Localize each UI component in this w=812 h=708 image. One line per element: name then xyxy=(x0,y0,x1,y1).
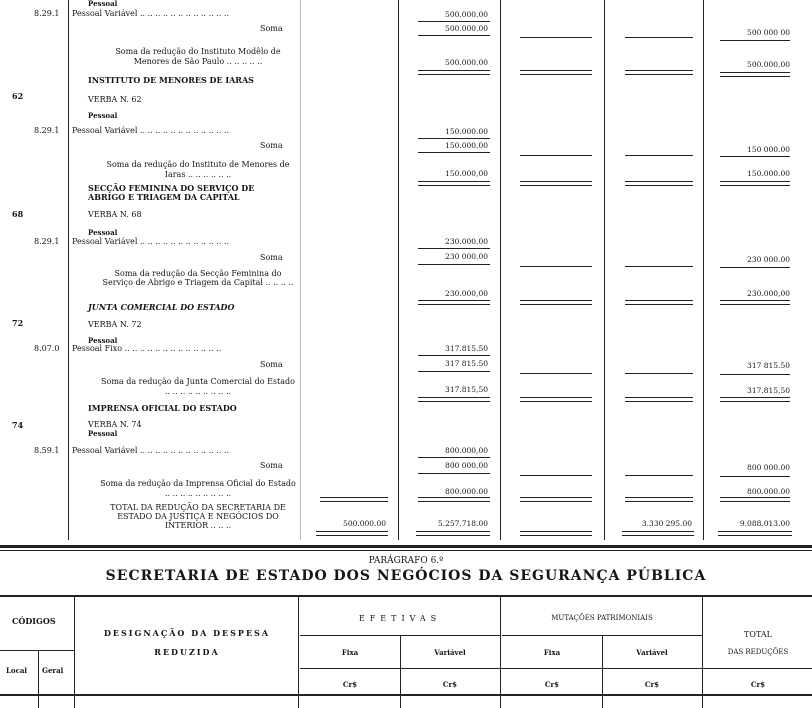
double-rule xyxy=(418,70,490,75)
local-code: 62 xyxy=(12,91,24,101)
local-code: 72 xyxy=(12,318,24,328)
col-rule-fixa xyxy=(398,0,399,540)
h-rule xyxy=(502,635,702,636)
double-rule xyxy=(520,300,592,305)
rule xyxy=(625,475,693,476)
geral-code: 8.59.1 xyxy=(34,446,60,455)
rule xyxy=(418,21,490,22)
item-label: Pessoal xyxy=(88,111,118,120)
row-variavel: 317.815.50 xyxy=(445,344,488,353)
rule xyxy=(625,266,693,267)
reducao-total: 317.815,50 xyxy=(747,386,790,395)
row-variavel: 800.000,00 xyxy=(445,446,488,455)
header-fixa-2: Fixa xyxy=(543,648,561,657)
reducao-variavel: 500.000.00 xyxy=(445,58,488,67)
col-rule-geral xyxy=(68,0,69,540)
col-rule-local xyxy=(30,0,31,540)
row-variavel: 230.000.00 xyxy=(445,237,488,246)
rule xyxy=(418,473,490,474)
reducao-total: 500.000.00 xyxy=(747,60,790,69)
currency-label: Cr$ xyxy=(442,680,458,689)
grand-total-desc-text: TOTAL DA REDUÇÃO DA SECRETARIA DE ESTADO DA JUSTIÇA E NEGÓCIOS DO INTERIOR .. .. .. xyxy=(110,503,286,530)
header-fixa: Fixa xyxy=(341,648,359,657)
rule xyxy=(418,152,490,153)
double-rule xyxy=(720,497,790,502)
rule xyxy=(418,264,490,265)
soma-variavel: 500.000.00 xyxy=(445,24,488,33)
header-total-2: DAS REDUÇÕES xyxy=(727,648,789,656)
rule xyxy=(625,373,693,374)
section-title: SECRETARIA DE ESTADO DOS NEGÓCIOS DA SEGURANÇA PÚBLICA xyxy=(105,568,707,584)
col-rule-desig xyxy=(300,0,301,540)
double-rule xyxy=(625,181,693,186)
soma-total: 800 000.00 xyxy=(747,463,790,472)
col-rule-mutfixa xyxy=(604,0,605,540)
double-rule xyxy=(320,497,388,502)
soma-label: Soma xyxy=(260,253,283,262)
heading: IMPRENSA OFICIAL DO ESTADO xyxy=(88,403,237,413)
heading: INSTITUTO DE MENORES DE IARAS xyxy=(88,75,254,85)
reducao-desc xyxy=(100,160,296,180)
grand-total-variavel: 5.257.718.00 xyxy=(437,519,488,528)
header-geral: Geral xyxy=(42,666,64,675)
verba: VERBA N. 72 xyxy=(88,320,142,329)
row-desc: Pessoal Variável .. .. .. .. .. .. .. .. .. .. .. .. xyxy=(72,446,229,455)
col-rule-var xyxy=(500,0,501,540)
double-rule xyxy=(625,497,693,502)
heading: JUNTA COMERCIAL DO ESTADO xyxy=(88,302,235,312)
double-rule xyxy=(625,300,693,305)
reducao-desc xyxy=(100,47,296,67)
reducao-variavel: 800.000.00 xyxy=(445,487,488,496)
double-rule xyxy=(520,531,592,536)
reducao-desc xyxy=(100,479,296,499)
reducao-total: 150.000.00 xyxy=(747,169,790,178)
double-rule xyxy=(520,181,592,186)
double-rule xyxy=(520,397,592,402)
soma-label: Soma xyxy=(260,360,283,369)
double-rule xyxy=(520,497,592,502)
h-rule xyxy=(0,650,74,651)
double-rule xyxy=(416,531,490,536)
reducao-variavel: 230.000,00 xyxy=(445,289,488,298)
soma-label: Soma xyxy=(260,141,283,150)
row-desc: Pessoal Variável .. .. .. .. .. .. .. .. .. .. .. .. xyxy=(72,237,229,246)
reducao-desc-text: Soma da redução do Instituto Modêlo de Menores de São Paulo .. .. .. .. .. xyxy=(115,47,281,66)
geral-code: 8.07.0 xyxy=(34,344,60,353)
rule xyxy=(520,475,592,476)
header-top-rule xyxy=(0,595,812,597)
item-label: Pessoal xyxy=(88,0,118,8)
header-designacao-1: DESIGNAÇÃO DA DESPESA xyxy=(103,628,271,638)
soma-total: 500 000 00 xyxy=(747,28,790,37)
soma-label: Soma xyxy=(260,24,283,33)
row-desc: Pessoal Variável .. .. .. .. .. .. .. .. .. .. .. .. xyxy=(72,126,229,135)
soma-label: Soma xyxy=(260,461,283,470)
h-col-rule xyxy=(74,597,75,708)
rule xyxy=(720,476,790,477)
rule xyxy=(720,156,790,157)
soma-total: 230 000.00 xyxy=(747,255,790,264)
header-variavel-2: Variável xyxy=(636,648,668,657)
h-col-rule xyxy=(602,635,603,708)
rule xyxy=(418,371,490,372)
h-rule xyxy=(300,635,500,636)
rule xyxy=(625,37,693,38)
header-variavel: Variável xyxy=(434,648,466,657)
h-col-rule xyxy=(38,650,39,708)
reducao-desc-text: Soma da redução da Imprensa Oficial do Estado .. .. .. .. .. .. .. .. .. xyxy=(100,479,296,498)
grand-total-total: 9.088.013.00 xyxy=(739,519,790,528)
geral-code: 8.29.1 xyxy=(34,237,60,246)
h-col-rule xyxy=(298,597,299,708)
double-rule xyxy=(418,181,490,186)
rule xyxy=(625,155,693,156)
reducao-desc-text: Soma da redução da Secção Feminina do Serviço de Abrigo e Triagem da Capital .. .. .. .. xyxy=(102,269,294,287)
rule xyxy=(520,37,592,38)
reducao-total: 230.000,00 xyxy=(747,289,790,298)
currency-label: Cr$ xyxy=(644,680,660,689)
double-rule xyxy=(418,300,490,305)
grand-total-mut-variavel: 3.330 295.00 xyxy=(641,519,692,528)
soma-variavel: 230 000.00 xyxy=(445,252,488,261)
row-desc: Pessoal Variável .. .. .. .. .. .. .. .. .. .. .. .. xyxy=(72,9,229,18)
double-rule xyxy=(316,531,388,536)
rule xyxy=(520,155,592,156)
heading xyxy=(88,184,293,202)
double-rule xyxy=(418,497,490,502)
currency-label: Cr$ xyxy=(750,680,766,689)
double-rule xyxy=(720,300,790,305)
reducao-desc-text: Soma da redução da Junta Comercial do Estado .. .. .. .. .. .. .. .. .. xyxy=(101,377,295,396)
section-divider xyxy=(0,545,812,548)
rule xyxy=(418,35,490,36)
grand-total-fixa: 500.000.00 xyxy=(343,519,386,528)
rule xyxy=(418,355,490,356)
double-rule xyxy=(720,397,790,402)
col-rule-mutvar xyxy=(703,0,704,540)
rule xyxy=(720,374,790,375)
double-rule xyxy=(520,70,592,75)
row-desc: Pessoal Fixo .. .. .. .. .. .. .. .. .. .. .. .. .. xyxy=(72,344,222,353)
item-label: Pessoal xyxy=(88,336,118,345)
h-rule xyxy=(300,668,812,669)
row-variavel: 500.000.00 xyxy=(445,10,488,19)
header-local: Local xyxy=(6,666,28,675)
grand-total-desc xyxy=(100,503,296,530)
h-col-rule xyxy=(400,635,401,708)
soma-total: 150 000.00 xyxy=(747,145,790,154)
soma-variavel: 317 815.50 xyxy=(445,359,488,368)
paragraph-label: PARÁGRAFO 6.º xyxy=(368,556,444,566)
item-label: Pessoal xyxy=(88,228,118,237)
reducao-variavel: 150.000,00 xyxy=(445,169,488,178)
header-codigos: CÓDIGOS xyxy=(12,616,56,626)
header-designacao-2: REDUZIDA xyxy=(154,647,220,657)
section-divider-thin xyxy=(0,550,812,551)
double-rule xyxy=(625,397,693,402)
rule xyxy=(720,40,790,41)
h-col-rule xyxy=(500,597,501,708)
reducao-total: 800.000.00 xyxy=(747,487,790,496)
rule xyxy=(720,267,790,268)
double-rule xyxy=(720,72,790,77)
soma-total: 317 815.50 xyxy=(747,361,790,370)
double-rule xyxy=(718,531,792,536)
rule xyxy=(418,138,490,139)
rule xyxy=(418,457,490,458)
verba: VERBA N. 74 xyxy=(88,420,142,429)
currency-label: Cr$ xyxy=(544,680,560,689)
header-efetivas: EFETIVAS xyxy=(358,614,442,623)
geral-code: 8.29.1 xyxy=(34,9,60,18)
soma-variavel: 800 000.00 xyxy=(445,461,488,470)
item-label: Pessoal xyxy=(88,429,118,438)
header-mutacoes: MUTAÇÕES PATRIMONIAIS xyxy=(551,614,653,622)
rule xyxy=(418,248,490,249)
double-rule xyxy=(622,531,694,536)
rule xyxy=(520,266,592,267)
rule xyxy=(520,373,592,374)
double-rule xyxy=(625,70,693,75)
double-rule xyxy=(720,181,790,186)
heading-text: SECÇÃO FEMININA DO SERVIÇO DE ABRIGO E TRIAGEM DA CAPITAL xyxy=(88,183,255,202)
row-variavel: 150.000.00 xyxy=(445,127,488,136)
reducao-desc-text: Soma da redução do Instituto de Menores de Iaras .. .. .. .. .. .. xyxy=(106,160,290,179)
reducao-desc xyxy=(100,269,296,287)
header-bottom-rule xyxy=(0,694,812,696)
header-total-1: TOTAL xyxy=(744,630,772,639)
double-rule xyxy=(418,397,490,402)
reducao-desc xyxy=(100,377,296,397)
local-code: 68 xyxy=(12,209,24,219)
reducao-variavel: 317.815,50 xyxy=(445,385,488,394)
currency-label: Cr$ xyxy=(342,680,358,689)
verba: VERBA N. 68 xyxy=(88,210,142,219)
local-code: 74 xyxy=(12,420,24,430)
h-col-rule xyxy=(702,597,703,708)
soma-variavel: 150.000.00 xyxy=(445,141,488,150)
verba: VERBA N. 62 xyxy=(88,95,142,104)
geral-code: 8.29.1 xyxy=(34,126,60,135)
